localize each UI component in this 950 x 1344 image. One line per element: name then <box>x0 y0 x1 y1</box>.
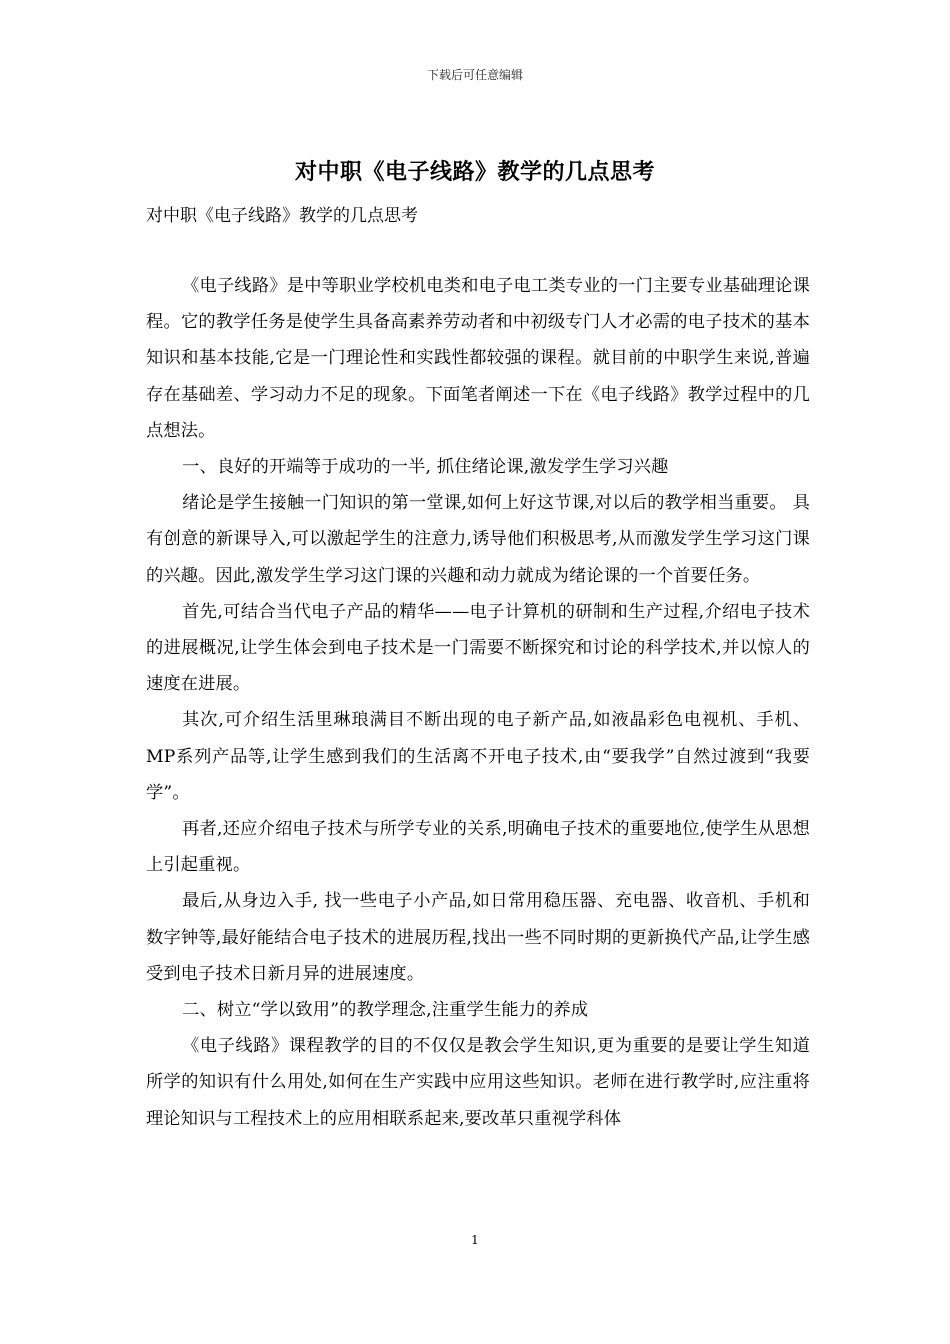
paragraph-teaching-goal: 《电子线路》课程教学的目的不仅仅是教会学生知识,更为重要的是要让学生知道所学的知识有什么用处,如何在生产实践中应用这些知识。老师在进行教学时,应注重将理论知识与工程技术上的应用相联系起来,要改革只重视学科体 <box>146 1036 810 1129</box>
paragraph-second: 其次,可介绍生活里琳琅满目不断出现的电子新产品,如液晶彩色电视机、手机、MP系列产品等,让学生感到我们的生活离不开电子技术,由“要我学”自然过渡到“我要学”。 <box>146 710 810 803</box>
paragraph-third: 再者,还应介绍电子技术与所学专业的关系,明确电子技术的重要地位,使学生从思想上引起重视。 <box>146 819 810 876</box>
paragraph-last: 最后,从身边入手, 找一些电子小产品,如日常用稳压器、充电器、收音机、手机和数字钟等,最好能结合电子技术的进展历程,找出一些不同时期的更新换代产品,让学生感受到电子技术日新月异的进展速度。 <box>146 891 810 984</box>
document-subtitle: 对中职《电子线路》教学的几点思考 <box>146 206 418 226</box>
page-number: 1 <box>471 1233 479 1247</box>
paragraph-intro-lesson: 绪论是学生接触一门知识的第一堂课,如何上好这节课,对以后的教学相当重要。 具有创意的新课导入,可以激起学生的注意力,诱导他们积极思考,从而激发学生学习这门课的兴趣。因此,激发学生学习这门课的兴趣和动力就成为绪论课的一个首要任务。 <box>146 493 810 586</box>
paragraph-intro: 《电子线路》是中等职业学校机电类和电子电工类专业的一门主要专业基础理论课程。它的教学任务是使学生具备高素养劳动者和中初级专门人才必需的电子技术的基本知识和基本技能,它是一门理论性和实践性都较强的课程。就目前的中职学生来说,普遍存在基础差、学习动力不足的现象。下面笔者阐述一下在《电子线路》教学过程中的几点想法。 <box>146 276 810 441</box>
section-heading-1: 一、良好的开端等于成功的一半, 抓住绪论课,激发学生学习兴趣 <box>182 457 669 478</box>
document-title: 对中职《电子线路》教学的几点思考 <box>294 159 655 185</box>
page-header-note: 下载后可任意编辑 <box>426 68 523 82</box>
section-heading-2: 二、树立“学以致用”的教学理念,注重学生能力的养成 <box>182 1000 589 1021</box>
paragraph-first: 首先,可结合当代电子产品的精华——电子计算机的研制和生产过程,介绍电子技术的进展概况,让学生体会到电子技术是一门需要不断探究和讨论的科学技术,并以惊人的速度在进展。 <box>146 601 810 695</box>
document-body <box>146 268 810 1137</box>
